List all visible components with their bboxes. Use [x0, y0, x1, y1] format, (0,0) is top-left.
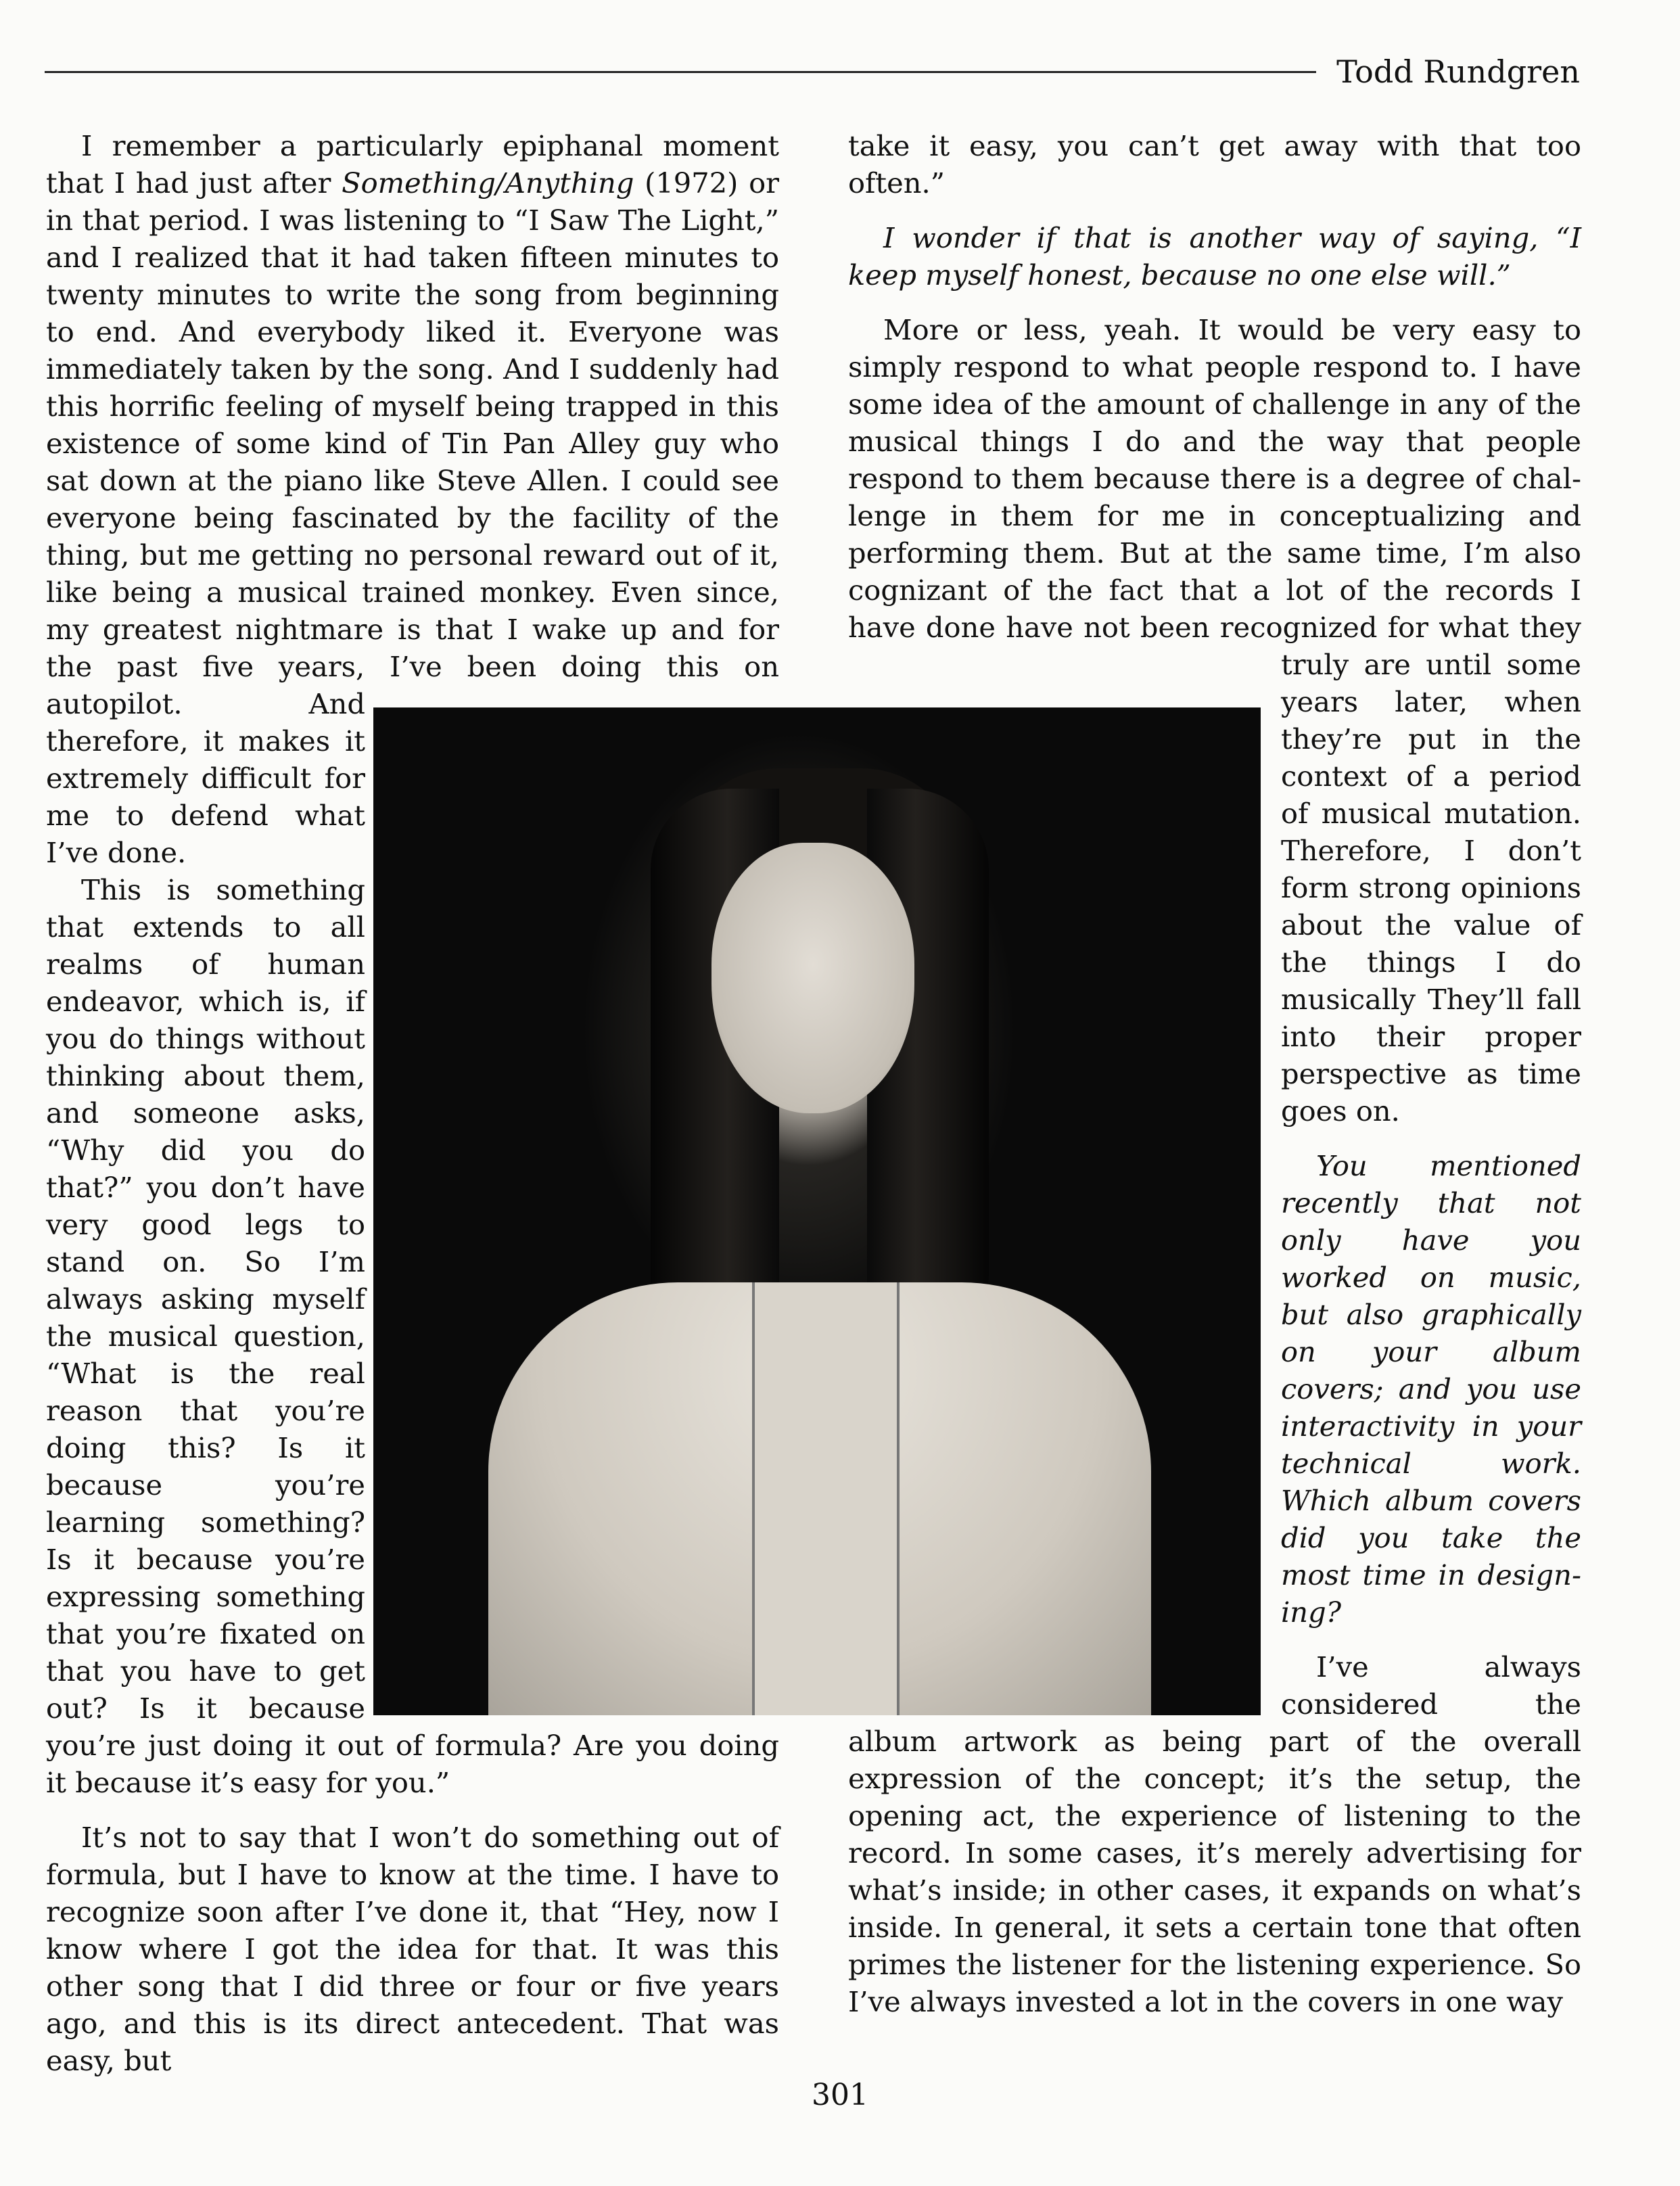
- running-header: Todd Rundgren: [1336, 53, 1580, 90]
- paragraph: take it easy, you can’t get away with that too often.”: [848, 129, 1581, 200]
- question: I wonder if that is another way of saying, “I keep myself honest, because no one else will.”: [848, 221, 1581, 292]
- paragraph: More or less, yeah. It would be very easy to simply respond to what people respond to. I have some idea of the amount of challenge in any of the musical things I do and the way that people respond to them because there is a degree of challenge in them for me in conceptualizing and performing them. But at the same time, I’m also cognizant of the fact that a lot of the records I have done have not been recognized for what they truly are until some years later, when they’re put in the context of a period of musical mutation. Therefore, I don’t form strong opinions about the value of the things I do musically They’ll fall into their proper perspective as time goes on.: [848, 313, 1581, 1127]
- page-number: 301: [812, 2078, 868, 2112]
- header-rule: [45, 71, 1316, 73]
- portrait-photo: [373, 707, 1261, 1715]
- paragraph: This is something that extends to all realms of human endeavor, which is, if you do things without thinking about them, and someone asks, “Why did you do that?” you don’t have very good legs to stand on. So I’m always asking myself the musical question, “What is the real reason that you’re doing this? Is it because you’re learning something? Is it because you’re expressing something that you’re fixated on that you have to get out? Is it because you’re just doing it out of formula? Are you doing it because it’s easy for you.”: [46, 873, 779, 1799]
- face: [711, 843, 914, 1113]
- question: You mentioned recently that not only have you worked on music, but also graphically on your album covers; and you use interactivity in your technical work. Which album covers did you take the most time in designing?: [1281, 1149, 1581, 1629]
- shirt: [752, 1282, 900, 1715]
- paragraph: I remember a particularly epiphanal moment that I had just after Something/Anything (1972) or in that period. I was listening to “I Saw The Light,” and I realized that it had taken fifteen minutes to twenty minutes to write the song from beginning to end. And everybody liked it. Everyone was immediately taken by the song. And I suddenly had this horrific feeling of myself being trapped in this existence of some kind of Tin Pan Alley guy who sat down at the piano like Steve Allen. I could see everyone being fascinated by the facility of the thing, but me getting no personal reward out of it, like being a musical trained monkey. Even since, my greatest nightmare is that I wake up and for the past five years, I’ve been doing this on autopilot. And therefore, it makes it extremely difficult for me to defend what I’ve done.: [46, 129, 779, 869]
- paragraph: It’s not to say that I won’t do something out of formula, but I have to know at the time. I have to recognize soon after I’ve done it, that “Hey, now I know where I got the idea for that. It was this other song that I did three or four or five years ago, and this is its direct antecedent. That was easy, but: [46, 1821, 779, 2077]
- paragraph: I’ve always considered the album artwork as being part of the overall expression of the concept; it’s the setup, the opening act, the experience of listening to the record. In some cases, it’s merely advertising for what’s inside; in other cases, it expands on what’s inside. In general, it sets a certain tone that often primes the listener for the listening experience. So I’ve always invested a lot in the covers in one way: [848, 1650, 1581, 2018]
